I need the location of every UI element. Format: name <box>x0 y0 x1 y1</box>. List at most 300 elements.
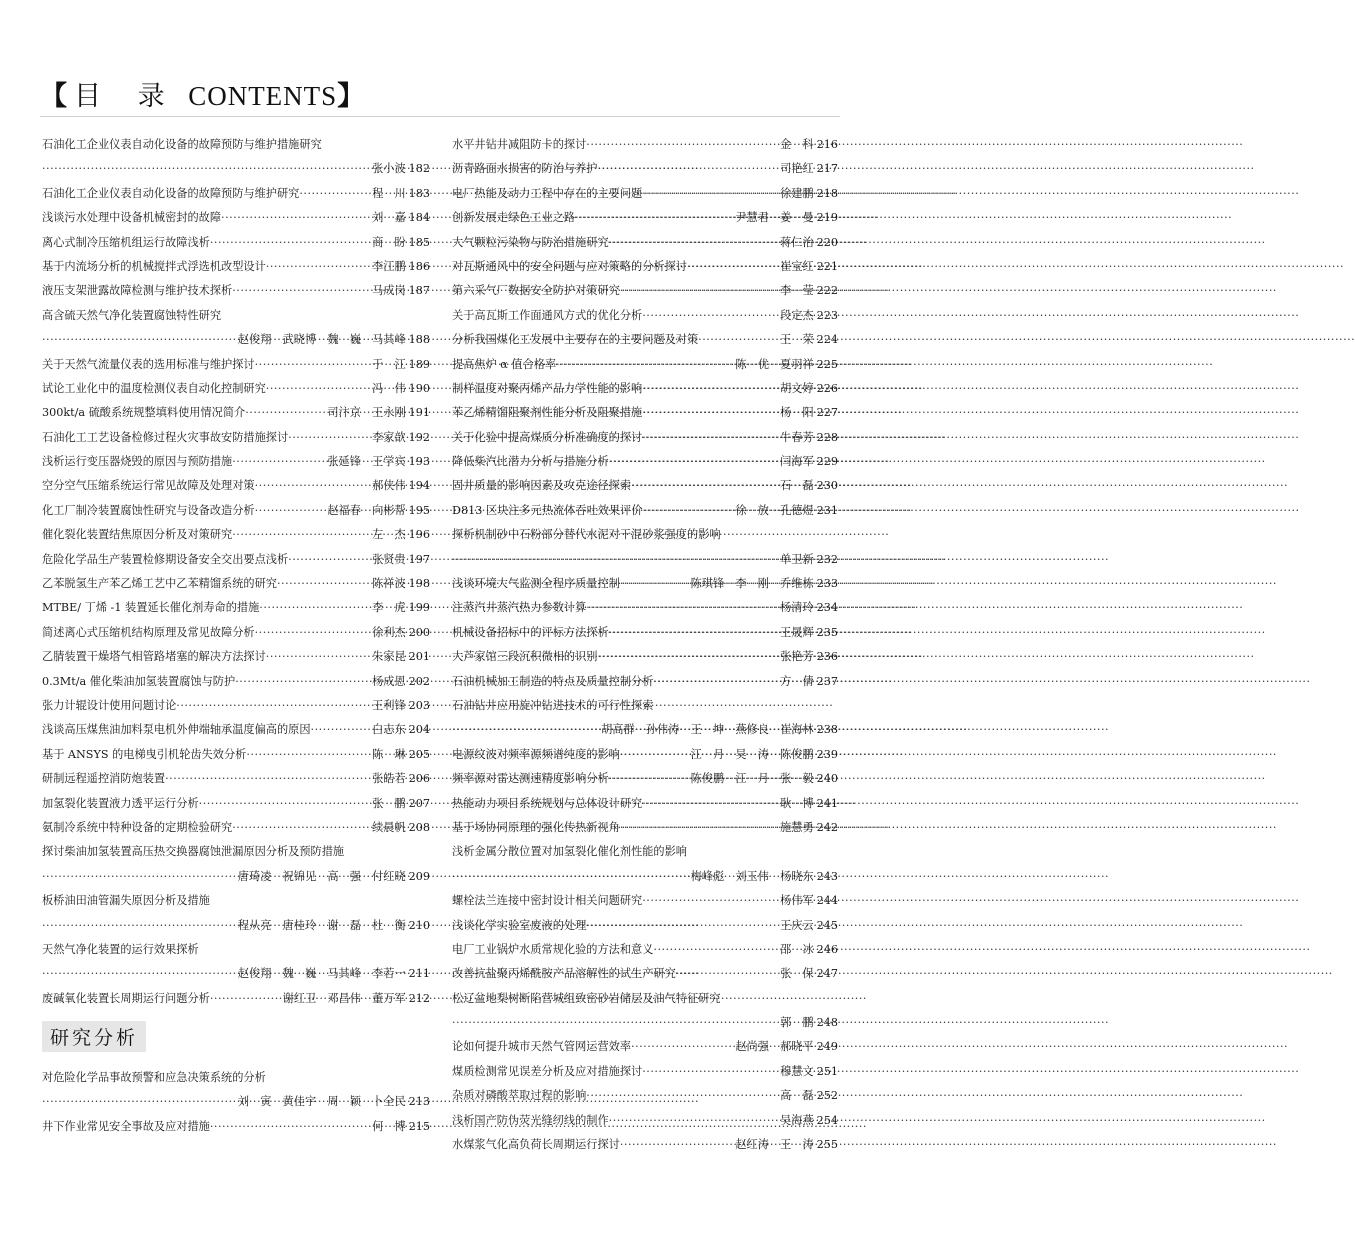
toc-entry-title: 电厂工业锅炉水质常规化验的方法和意义 <box>452 942 654 956</box>
toc-entry-title: MTBE/ 丁烯 -1 装置延长催化剂寿命的措施 <box>42 601 260 615</box>
toc-entry[interactable] <box>452 157 838 181</box>
toc-entry-page: 190 <box>408 381 430 395</box>
toc-entry-authors: 赵福春 向彬帮 <box>327 503 406 517</box>
toc-entry[interactable] <box>452 328 838 352</box>
toc-entry-page: 236 <box>816 650 838 664</box>
toc-entry[interactable] <box>452 1035 838 1059</box>
toc-entry-page: 254 <box>816 1113 838 1127</box>
toc-entry[interactable] <box>42 816 430 840</box>
toc-entry[interactable] <box>452 596 838 620</box>
toc-entry[interactable] <box>452 474 838 498</box>
toc-entry-authors: 李江鹏 <box>372 259 406 273</box>
toc-entry-page: 202 <box>408 674 430 688</box>
toc-entry-line <box>452 1035 838 1059</box>
toc-entry-page: 217 <box>816 162 838 176</box>
toc-entry-authors: 陈 优 夏羽祥 <box>735 357 814 371</box>
dot-leader <box>42 1090 236 1114</box>
toc-entry[interactable] <box>452 353 838 377</box>
dot-leader <box>232 816 370 840</box>
toc-entry-authors: 陈 琳 <box>372 747 406 761</box>
toc-entry-authors: 郭 鹏 <box>780 1016 814 1030</box>
toc-entry-page: 226 <box>816 381 838 395</box>
toc-entry-title: 石油化工企业仪表自动化设备的故障预防与维护研究 <box>42 186 300 200</box>
toc-entry[interactable] <box>42 987 430 1011</box>
toc-entry-line <box>452 426 838 450</box>
toc-entry[interactable] <box>452 840 838 889</box>
toc-entry[interactable] <box>42 231 430 255</box>
toc-entry-line <box>452 767 838 791</box>
dot-leader <box>452 718 599 742</box>
toc-entry-page: 218 <box>816 186 838 200</box>
toc-entry-authors: 金 科 <box>780 138 814 151</box>
toc-entry-authors: 郝侠伟 <box>372 479 406 493</box>
toc-entry-authors: 谢红卫 邓昌伟 董万军 <box>282 991 406 1005</box>
toc-entry-page: 233 <box>816 577 838 591</box>
toc-entry-title: 浅谈化学实验室废液的处理 <box>452 918 587 932</box>
toc-entry-page: 234 <box>816 601 838 615</box>
toc-entry-title: 浅析运行变压器烧毁的原因与预防措施 <box>42 455 233 469</box>
toc-entry[interactable] <box>452 377 838 401</box>
toc-entry[interactable] <box>42 938 430 987</box>
toc-entry-line <box>452 1060 838 1084</box>
toc-entry-line <box>42 279 430 303</box>
toc-entry-page: 239 <box>816 747 838 761</box>
header-divider <box>40 116 840 117</box>
dot-leader <box>259 596 370 620</box>
toc-entry-title: 张力计辊设计使用问题讨论 <box>42 698 177 712</box>
dot-leader <box>452 548 778 572</box>
toc-entry-title-line <box>42 889 430 913</box>
toc-entry[interactable] <box>452 499 838 523</box>
toc-entry-title: 杂质对磷酸萃取过程的影响 <box>452 1089 587 1103</box>
toc-entry[interactable] <box>452 792 838 816</box>
toc-entry[interactable] <box>452 694 838 743</box>
toc-entry-page: 228 <box>816 430 838 444</box>
toc-entry-line <box>42 1115 430 1139</box>
toc-entry[interactable] <box>42 1066 430 1115</box>
toc-entry[interactable] <box>452 133 838 157</box>
toc-entry[interactable] <box>452 645 838 669</box>
toc-entry-title: 大气颗粒污染物与防治措施研究 <box>452 235 609 249</box>
toc-entry[interactable] <box>452 450 838 474</box>
toc-entry[interactable] <box>42 206 430 230</box>
toc-entry-authors: 牛春芳 <box>780 430 814 444</box>
toc-entry-page: 208 <box>408 820 430 834</box>
toc-entry-title: 浅谈污水处理中设备机械密封的故障 <box>42 211 222 225</box>
toc-entry[interactable] <box>452 743 838 767</box>
dot-leader <box>642 377 778 401</box>
toc-entry-line <box>452 1133 838 1157</box>
dot-leader <box>620 743 689 767</box>
dot-leader <box>42 914 236 938</box>
toc-entry[interactable] <box>42 743 430 767</box>
toc-entry-authors: 张皓若 <box>372 772 406 786</box>
toc-entry[interactable] <box>42 670 430 694</box>
toc-entry[interactable] <box>42 255 430 279</box>
toc-entry[interactable] <box>452 889 838 913</box>
toc-entry-page: 222 <box>816 284 838 298</box>
dot-leader <box>452 865 689 889</box>
toc-entry-line <box>42 548 430 572</box>
toc-entry-title: 第六采气厂数据安全防护对策研究 <box>452 284 620 298</box>
toc-entry-page: 209 <box>408 869 430 883</box>
toc-entry[interactable] <box>42 474 430 498</box>
toc-entry-line <box>452 743 838 767</box>
dot-leader <box>176 694 370 718</box>
dot-leader <box>235 670 370 694</box>
toc-entry-authors: 王庆云 <box>780 918 814 932</box>
toc-entry-line <box>452 1109 838 1133</box>
toc-entry-page: 248 <box>816 1016 838 1030</box>
toc-entry-author-line <box>452 548 838 572</box>
toc-entry-authors: 左 杰 <box>372 528 406 542</box>
toc-entry-page: 184 <box>408 211 430 225</box>
toc-entry-authors: 王利锋 <box>372 698 406 712</box>
toc-entry-authors: 于 江 <box>372 357 406 371</box>
toc-entry-line <box>42 670 430 694</box>
toc-entry-page: 238 <box>816 723 838 737</box>
toc-entry-title: 基于场协同原理的强化传热新视角 <box>452 820 620 834</box>
toc-entry-authors: 司艳红 <box>780 162 814 176</box>
toc-entry-line <box>452 133 838 157</box>
dot-leader <box>277 572 370 596</box>
dot-leader <box>609 1109 778 1133</box>
dot-leader <box>255 353 370 377</box>
toc-entry-line <box>42 718 430 742</box>
toc-entry[interactable] <box>42 792 430 816</box>
toc-entry-title: 大芦家馆三段沉积微相的识别 <box>452 650 598 664</box>
toc-entry-line <box>452 645 838 669</box>
toc-entry-author-line <box>42 865 430 889</box>
toc-entry[interactable] <box>452 938 838 962</box>
toc-entry-title: 电厂热能及动力工程中存在的主要问题 <box>452 186 643 200</box>
dot-leader <box>288 548 370 572</box>
toc-entry[interactable] <box>452 231 838 255</box>
toc-entry[interactable] <box>42 621 430 645</box>
toc-entry-line <box>42 353 430 377</box>
dot-leader <box>642 1060 778 1084</box>
toc-entry-title: 氨制冷系统中特种设备的定期检验研究 <box>42 820 233 834</box>
toc-entry-authors: 朱家昆 <box>372 650 406 664</box>
toc-entry-authors: 杨成恩 <box>372 674 406 688</box>
toc-entry-authors: 蒋仁治 <box>780 235 814 249</box>
toc-entry[interactable] <box>452 962 838 986</box>
toc-entry[interactable] <box>42 499 430 523</box>
toc-entry-line <box>42 474 430 498</box>
dot-leader <box>620 816 778 840</box>
toc-entry-title: 浅谈环境大气监测全程序质量控制 <box>452 577 620 591</box>
toc-entry-authors: 梅峰彪 刘玉伟 杨晓东 <box>690 869 814 883</box>
toc-entry-authors: 石 磊 <box>780 479 814 493</box>
toc-entry[interactable] <box>42 694 430 718</box>
toc-entry-title: 水平井钻井减阻防卡的探讨 <box>452 138 587 151</box>
toc-entry[interactable] <box>452 401 838 425</box>
toc-entry-page: 211 <box>408 967 430 981</box>
toc-entry-title: 危险化学品生产装置检修期设备安全交出要点浅析 <box>42 552 289 566</box>
toc-entry[interactable] <box>42 572 430 596</box>
dot-leader <box>609 621 778 645</box>
toc-entry-line <box>452 157 838 181</box>
toc-entry-page: 224 <box>816 333 838 347</box>
toc-entry-author-line <box>42 914 430 938</box>
toc-entry[interactable] <box>452 1133 838 1157</box>
toc-entry-authors: 耿 博 <box>780 796 814 810</box>
toc-entry[interactable] <box>42 304 430 353</box>
toc-entry-title: 热能动力项目系统规划与总体设计研究 <box>452 796 643 810</box>
toc-entry-page: 216 <box>816 138 838 151</box>
toc-entry[interactable] <box>452 670 838 694</box>
toc-entry-line <box>42 572 430 596</box>
dot-leader <box>597 645 778 669</box>
toc-entry-title: 对瓦斯通风中的安全问题与应对策略的分析探讨 <box>452 259 687 273</box>
contents-header <box>40 74 365 113</box>
toc-entry-author-line <box>452 865 838 889</box>
toc-entry[interactable] <box>42 182 430 206</box>
toc-entry-title: 螺栓法兰连接中密封设计相关问题研究 <box>452 894 643 908</box>
toc-entry-line <box>42 743 430 767</box>
toc-entry-line <box>42 792 430 816</box>
toc-entry-line <box>452 450 838 474</box>
toc-entry-title: 乙苯脱氢生产苯乙烯工艺中乙苯精馏系统的研究 <box>42 577 277 591</box>
toc-entry-authors: 陈祥波 <box>372 577 406 591</box>
dot-leader <box>676 962 778 986</box>
toc-entry-authors: 吴海燕 <box>780 1113 814 1127</box>
toc-entry-title: 石油化工工艺设备检修过程火灾事故安防措施探讨 <box>42 430 289 444</box>
toc-entry-authors: 张小波 <box>372 162 406 176</box>
dot-leader <box>42 328 236 352</box>
toc-entry[interactable] <box>452 572 838 596</box>
toc-entry[interactable] <box>42 523 430 547</box>
toc-entry-page: 230 <box>816 479 838 493</box>
toc-entry-page: 200 <box>408 625 430 639</box>
toc-entry-page: 251 <box>816 1064 838 1078</box>
dot-leader <box>556 353 733 377</box>
toc-entry[interactable] <box>452 767 838 791</box>
toc-entry-authors: 司汴京 王永刚 <box>327 406 406 420</box>
toc-entry-title-line <box>42 304 430 328</box>
dot-leader <box>165 767 370 791</box>
dot-leader <box>653 938 778 962</box>
toc-entry-title: 松辽盆地梨树断陷营城组致密砂岩储层及油气特征研究 <box>452 991 721 1005</box>
toc-entry-title: 苯乙烯精馏阻聚剂性能分析及阻聚措施 <box>452 406 643 420</box>
dot-leader <box>575 206 733 230</box>
toc-entry-line <box>42 182 430 206</box>
toc-entry[interactable] <box>452 426 838 450</box>
toc-entry[interactable] <box>452 255 838 279</box>
toc-entry-author-line <box>42 1090 430 1114</box>
toc-entry[interactable] <box>42 889 430 938</box>
toc-entry-authors: 李 莹 <box>780 284 814 298</box>
toc-entry-title: 机械设备招标中的评标方法探析 <box>452 625 609 639</box>
toc-entry[interactable] <box>452 304 838 328</box>
toc-entry-authors: 邵 冰 <box>780 942 814 956</box>
toc-entry-page: 189 <box>408 357 430 371</box>
toc-entry-title: 化工厂制冷装置腐蚀性研究与设备改造分析 <box>42 503 255 517</box>
toc-entry[interactable] <box>452 1084 838 1108</box>
toc-entry-title-line <box>452 840 838 864</box>
toc-entry-authors: 尹慧君 姜 曼 <box>735 211 814 225</box>
toc-entry-authors: 江 月 吴 涛 陈俊鹏 <box>690 747 814 761</box>
dot-leader <box>642 182 778 206</box>
toc-entry-title: 板桥油田油管漏失原因分析及措施 <box>42 894 210 908</box>
dot-leader <box>642 401 778 425</box>
toc-entry[interactable] <box>42 840 430 889</box>
toc-entry[interactable] <box>42 279 430 303</box>
toc-entry-authors: 张贤贵 <box>372 552 406 566</box>
dot-leader <box>620 1133 733 1157</box>
dot-leader <box>266 255 370 279</box>
toc-entry-title: 制样温度对聚丙烯产品力学性能的影响 <box>452 381 643 395</box>
toc-entry-author-line <box>42 328 430 352</box>
toc-entry-page: 215 <box>408 1119 430 1133</box>
toc-entry[interactable] <box>42 645 430 669</box>
toc-entry-title: 乙腈装置干燥塔气相管路堵塞的解决方法探讨 <box>42 650 266 664</box>
toc-entry-page: 213 <box>408 1095 430 1109</box>
dot-leader <box>452 1011 778 1035</box>
dot-leader <box>232 279 370 303</box>
toc-entry[interactable] <box>42 1115 430 1139</box>
toc-entry-title: 关于化验中提高煤质分析准确度的探讨 <box>452 430 643 444</box>
toc-entry[interactable] <box>42 377 430 401</box>
toc-entry[interactable] <box>42 450 430 474</box>
toc-entry-page: 206 <box>408 772 430 786</box>
dot-leader <box>653 670 778 694</box>
toc-entry-authors: 胡高群 孙伟涛 王 坤 燕修良 崔海林 <box>601 723 814 737</box>
toc-entry-line <box>452 206 838 230</box>
dot-leader <box>210 231 370 255</box>
toc-entry-title: 论如何提升城市天然气管网运营效率 <box>452 1040 632 1054</box>
toc-entry-authors: 赵尚强 郝晓平 <box>735 1040 814 1054</box>
toc-entry[interactable] <box>42 596 430 620</box>
toc-entry-line <box>452 1084 838 1108</box>
toc-entry[interactable] <box>42 548 430 572</box>
toc-entry[interactable] <box>452 1109 838 1133</box>
toc-entry-page: 235 <box>816 625 838 639</box>
toc-entry-page: 203 <box>408 698 430 712</box>
toc-entry-title: 液压支架泄露故障检测与维护技术探析 <box>42 284 233 298</box>
left-entry-list <box>42 133 430 1011</box>
toc-entry[interactable] <box>452 914 838 938</box>
toc-entry[interactable] <box>452 621 838 645</box>
toc-entry-title: D813 区块注多元热流体吞吐效果评价 <box>452 503 643 517</box>
dot-leader <box>620 572 689 596</box>
toc-entry-title: 0.3Mt/a 催化柴油加氢装置腐蚀与防护 <box>42 674 236 688</box>
dot-leader <box>210 1115 370 1139</box>
toc-entry-title: 注蒸汽井蒸汽热力参数计算 <box>452 601 587 615</box>
toc-entry-line <box>452 816 838 840</box>
toc-entry-title: 频率源对雷达测速精度影响分析 <box>452 772 609 786</box>
toc-entry-line <box>42 596 430 620</box>
toc-entry-page: 227 <box>816 406 838 420</box>
toc-entry[interactable] <box>452 206 838 230</box>
toc-entry-page: 207 <box>408 796 430 810</box>
toc-entry-title: 浅析金属分散位置对加氢裂化催化剂性能的影响 <box>452 845 687 859</box>
toc-entry-authors: 闫海军 <box>780 455 814 469</box>
toc-entry-authors: 商 盼 <box>372 235 406 249</box>
dot-leader <box>266 645 370 669</box>
toc-entry-page: 205 <box>408 747 430 761</box>
toc-entry[interactable] <box>452 182 838 206</box>
toc-entry-title: 石油钻井应用旋冲钻进技术的可行性探索 <box>452 698 654 712</box>
dot-leader <box>221 206 370 230</box>
toc-entry[interactable] <box>452 523 838 572</box>
toc-entry[interactable] <box>452 279 838 303</box>
toc-entry-authors: 张 保 <box>780 967 814 981</box>
toc-entry-title: 降低柴汽比潜力分析与措施分析 <box>452 455 609 469</box>
toc-entry[interactable] <box>42 133 430 182</box>
dot-leader <box>299 182 370 206</box>
dot-leader <box>642 426 778 450</box>
toc-entry-page: 243 <box>816 869 838 883</box>
toc-entry[interactable] <box>42 401 430 425</box>
toc-entry[interactable] <box>42 767 430 791</box>
dot-leader <box>609 767 689 791</box>
toc-entry-page: 193 <box>408 455 430 469</box>
dot-leader <box>288 426 370 450</box>
toc-entry-line <box>42 816 430 840</box>
toc-entry-line <box>452 353 838 377</box>
dot-leader <box>698 328 778 352</box>
toc-entry-authors: 赵红涛 王 涛 <box>735 1138 814 1152</box>
toc-entry-title: 废碱氧化装置长周期运行问题分析 <box>42 991 210 1005</box>
toc-entry-page: 182 <box>408 162 430 176</box>
toc-entry-line <box>42 694 430 718</box>
toc-entry-line <box>452 914 838 938</box>
toc-entry-title: 基于 ANSYS 的电梯曳引机轮齿失效分析 <box>42 747 247 761</box>
toc-entry-page: 187 <box>408 284 430 298</box>
toc-entry-page: 240 <box>816 772 838 786</box>
toc-entry-title: 创新发展走绿色工业之路 <box>452 211 576 225</box>
toc-entry-line <box>452 792 838 816</box>
toc-entry-title: 石油机械加工制造的特点及质量控制分析 <box>452 674 654 688</box>
toc-entry-authors: 白志东 <box>372 723 406 737</box>
dot-leader <box>597 157 778 181</box>
left-column <box>42 133 430 1139</box>
toc-entry-line <box>42 450 430 474</box>
toc-entry[interactable] <box>452 816 838 840</box>
toc-entry[interactable] <box>42 718 430 742</box>
toc-entry-authors: 崔宝红 <box>780 259 814 273</box>
toc-entry[interactable] <box>452 987 838 1036</box>
toc-entry-title: 电源纹波对频率源频谱纯度的影响 <box>452 747 620 761</box>
dot-leader <box>245 401 325 425</box>
toc-entry-title: 探析机制砂中石粉部分替代水泥对干混砂浆强度的影响 <box>452 528 721 542</box>
toc-entry-title: 浅析国产防伪荧光缝纫线的制作 <box>452 1113 609 1127</box>
toc-entry-title: 空分空气压缩系统运行常见故障及处理对策 <box>42 479 255 493</box>
toc-entry-page: 194 <box>408 479 430 493</box>
toc-entry-title-line <box>42 133 430 157</box>
toc-entry-line <box>452 328 838 352</box>
toc-entry-authors: 张 鹏 <box>372 796 406 810</box>
toc-entry-page: 247 <box>816 967 838 981</box>
toc-entry-authors: 王 荣 <box>780 333 814 347</box>
toc-entry-authors: 杨清玲 <box>780 601 814 615</box>
toc-entry-page: 244 <box>816 894 838 908</box>
toc-entry-authors: 马成岗 <box>372 284 406 298</box>
toc-entry-authors: 张延锋 王学宾 <box>327 455 406 469</box>
toc-entry-page: 196 <box>408 528 430 542</box>
dot-leader <box>246 743 370 767</box>
toc-entry[interactable] <box>42 353 430 377</box>
toc-entry-page: 188 <box>408 333 430 347</box>
toc-entry-line <box>452 377 838 401</box>
toc-entry[interactable] <box>42 426 430 450</box>
dot-leader <box>586 1084 778 1108</box>
toc-entry-title: 离心式制冷压缩机组运行故障浅析 <box>42 235 210 249</box>
toc-entry[interactable] <box>452 1060 838 1084</box>
toc-entry-page: 241 <box>816 796 838 810</box>
toc-entry-authors: 施慧勇 <box>780 820 814 834</box>
